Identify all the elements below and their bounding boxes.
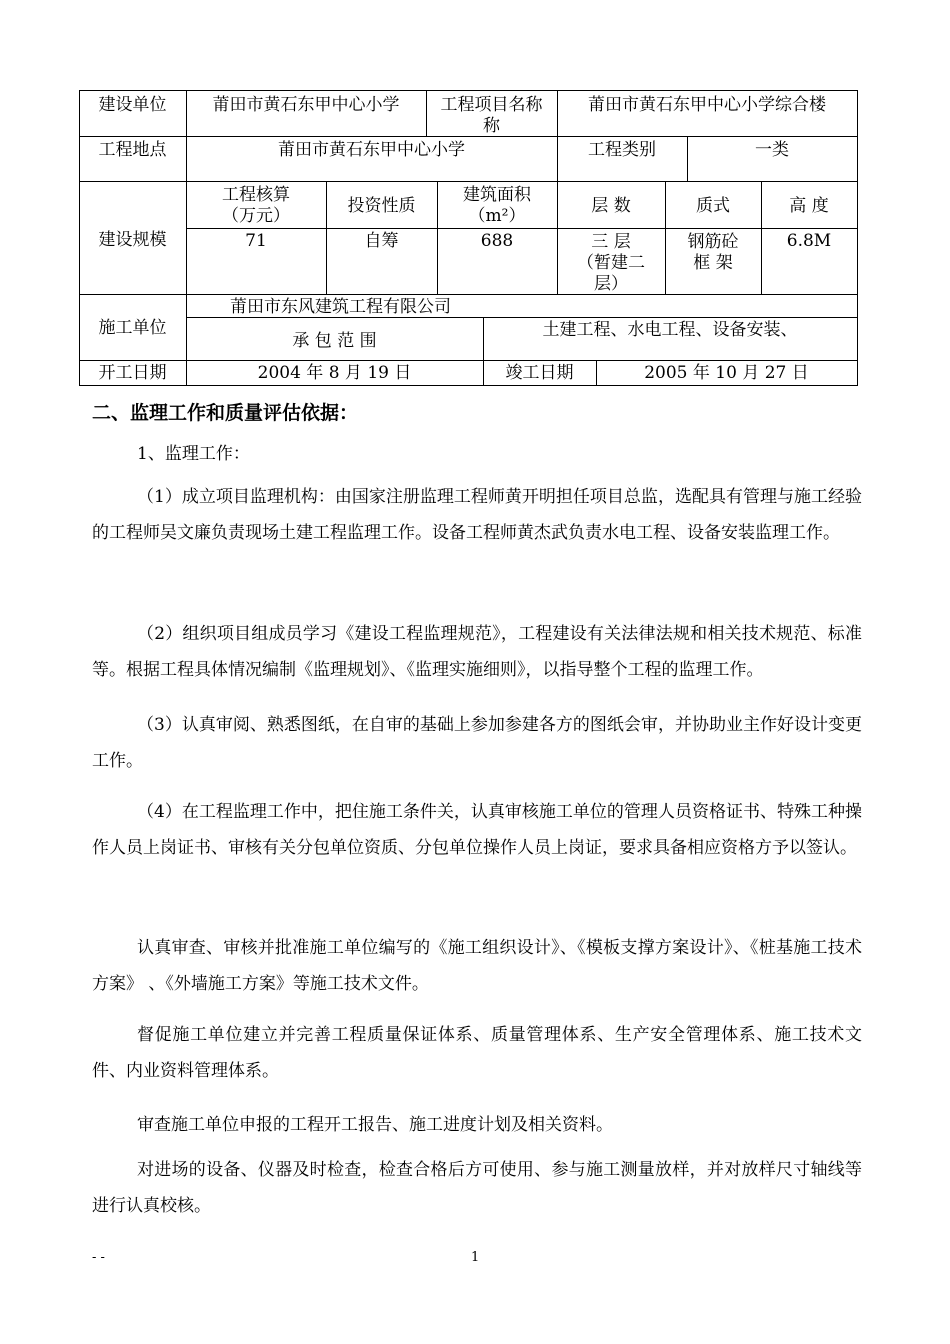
paragraph-2: （2）组织项目组成员学习《建设工程监理规范》，工程建设有关法律法规和相关技术规范、标准等。根据工程具体情况编制《监理规划》、《监理实施细则》，以指导整个工程的监理工作。 [92, 624, 862, 680]
category-value: 一类 [755, 140, 789, 160]
scope-label: 承 包 范 围 [292, 331, 377, 351]
paragraph-5: 认真审查、审核并批准施工单位编写的《施工组织设计》、《模板支撑方案设计》、《桩基施工技术方案》 、《外墙施工方案》等施工技术文件。 [92, 938, 862, 994]
table-border [79, 90, 858, 91]
location-label: 工程地点 [98, 140, 167, 160]
project-name-label-wrap: 称 [483, 116, 500, 136]
contractor-label: 施工单位 [98, 318, 167, 338]
area-value: 688 [480, 231, 514, 251]
contractor-value: 莆田市东风建筑工程有限公司 [230, 297, 451, 317]
page-number: 1 [471, 1250, 480, 1265]
table-border [79, 360, 858, 361]
height-value: 6.8M [786, 231, 832, 251]
finish-date-value: 2005 年 10 月 27 日 [644, 363, 809, 383]
table-border [186, 228, 858, 229]
invest-label: 投资性质 [347, 196, 416, 216]
structure-label: 质式 [696, 196, 730, 216]
finish-date-label: 竣工日期 [505, 363, 574, 383]
paragraph-1: （1）成立项目监理机构：由国家注册监理工程师黄开明担任项目总监，选配具有管理与施工经验的工程师吴文廉负责现场土建工程监理工作。设备工程师黄杰武负责水电工程、设备安装监理工作。 [92, 487, 862, 543]
budget-unit-label: （万元） [222, 206, 290, 226]
scale-label: 建设规模 [98, 230, 167, 250]
table-border [79, 136, 858, 137]
project-name-label: 工程项目名称 [440, 95, 543, 115]
budget-label: 工程核算 [222, 185, 290, 205]
floors-value-note: （暂建二 [577, 253, 645, 273]
floors-label: 层 数 [591, 196, 631, 216]
budget-value: 71 [245, 231, 267, 251]
height-label: 高 度 [789, 196, 829, 216]
paragraph-3: （3）认真审阅、熟悉图纸，在自审的基础上参加参建各方的图纸会审，并协助业主作好设计变更工作。 [92, 715, 862, 771]
paragraph-7: 审查施工单位申报的工程开工报告、施工进度计划及相关资料。 [137, 1115, 613, 1135]
area-label: 建筑面积 [463, 185, 531, 205]
start-date-value: 2004 年 8 月 19 日 [257, 363, 412, 383]
project-name-value: 莆田市黄石东甲中心小学综合楼 [588, 95, 826, 115]
paragraph-4: （4）在工程监理工作中，把住施工条件关，认真审核施工单位的管理人员资格证书、特殊工种操作人员上岗证书、审核有关分包单位资质、分包单位操作人员上岗证，要求具备相应资格方予以签认。 [92, 802, 862, 858]
table-border [79, 385, 858, 386]
floors-value-note-end: 层） [594, 274, 628, 294]
location-value: 莆田市黄石东甲中心小学 [278, 140, 465, 160]
table-border [79, 294, 858, 295]
floors-value: 三 层 [591, 232, 631, 252]
structure-value-type: 框 架 [693, 253, 733, 273]
category-label: 工程类别 [588, 140, 656, 160]
invest-value: 自筹 [364, 231, 399, 251]
table-border [79, 181, 858, 182]
start-date-label: 开工日期 [98, 363, 167, 383]
subheading: 1、监理工作： [137, 444, 250, 464]
table-border [857, 90, 858, 386]
section-heading: 二、监理工作和质量评估依据： [92, 402, 359, 424]
structure-value: 钢筋砼 [687, 232, 739, 252]
paragraph-8: 对进场的设备、仪器及时检查，检查合格后方可使用、参与施工测量放样，并对放样尺寸轴线等进行认真校核。 [92, 1160, 862, 1216]
construction-unit-label: 建设单位 [98, 95, 167, 115]
area-unit-label: （m²） [468, 206, 526, 226]
footer-mark: - - [92, 1250, 105, 1265]
paragraph-6: 督促施工单位建立并完善工程质量保证体系、质量管理体系、生产安全管理体系、施工技术文件、内业资料管理体系。 [92, 1025, 862, 1081]
table-border [186, 317, 858, 318]
scope-value: 土建工程、水电工程、设备安装、 [542, 320, 798, 340]
construction-unit-value: 莆田市黄石东甲中心小学 [212, 95, 400, 115]
